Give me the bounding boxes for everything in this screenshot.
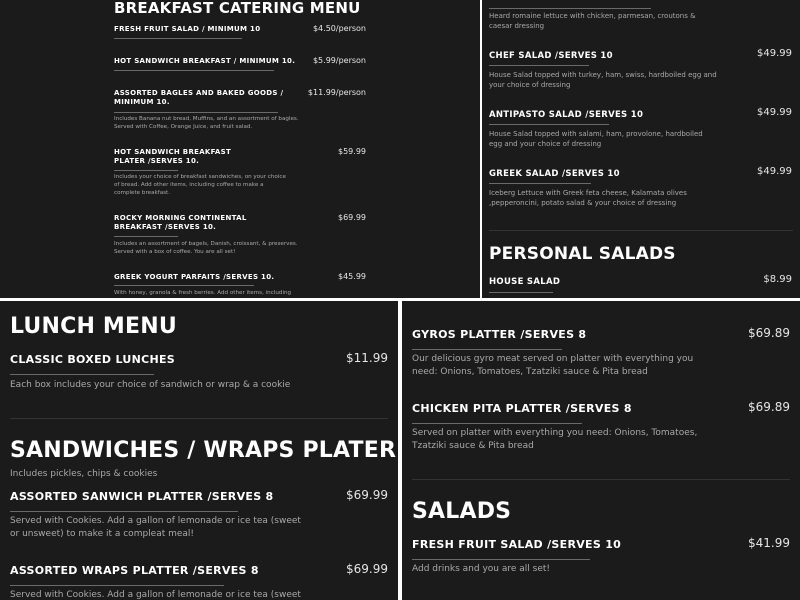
- salads-panel: [482, 0, 800, 298]
- menu-item-description: Includes an assortment of bagels, Danish, croissant, & preserves. Served with a box of coffee. You are all set!: [114, 241, 298, 256]
- item-underline: [489, 65, 589, 66]
- item-underline: [489, 183, 591, 184]
- menu-item-description: Our delicious gyro meat served on platter with everything you need: Onions, Tomatoes, Tzatziki sauce & Pita bread: [412, 354, 694, 378]
- item-underline: [114, 38, 242, 39]
- menu-item-name: HOUSE SALAD: [489, 277, 561, 287]
- item-underline: [412, 559, 590, 560]
- item-underline: [10, 374, 154, 375]
- sandwiches-title: SANDWICHES / WRAPS PLATER: [10, 438, 397, 463]
- menu-item-price: $49.99: [757, 166, 792, 177]
- menu-item-price: $45.99: [338, 272, 366, 281]
- item-underline: [10, 511, 238, 512]
- menu-item-description: Served with Cookies. Add a gallon of lemonade or ice tea (sweet: [10, 590, 301, 600]
- menu-item-name: CHEF SALAD /SERVES 10: [489, 51, 613, 61]
- lunch-title: LUNCH MENU: [10, 314, 177, 339]
- menu-item-price: $41.99: [748, 536, 790, 550]
- item-underline: [10, 585, 224, 586]
- menu-item-name: HOT SANDWICH BREAKFAST PLATER /SERVES 10.: [114, 148, 232, 166]
- menu-item-description: With honey, granola & fresh berries. Add other items, including: [114, 290, 292, 296]
- menu-item-description: Served with Cookies. Add a gallon of lemonade or ice tea (sweet or unsweet) to make it a compleat meal!: [10, 516, 301, 540]
- item-underline: [412, 423, 582, 424]
- item-underline: [114, 112, 278, 113]
- breakfast-title: BREAKFAST CATERING MENU: [114, 0, 361, 17]
- section-divider: [10, 418, 388, 419]
- menu-item-price: $69.89: [748, 326, 790, 340]
- menu-item-name: ANTIPASTO SALAD /SERVES 10: [489, 110, 644, 120]
- menu-item-name: GYROS PLATTER /SERVES 8: [412, 328, 587, 341]
- platters-panel: [402, 301, 800, 600]
- item-underline: [114, 285, 254, 286]
- menu-item-price: $49.99: [757, 107, 792, 118]
- salads-title: SALADS: [412, 499, 512, 524]
- item-underline: [114, 70, 274, 71]
- menu-item-description: House Salad topped with salami, ham, provolone, hardboiled egg and your choice of dressing: [489, 130, 703, 149]
- menu-item-name: GREEK YOGURT PARFAITS /SERVES 10.: [114, 273, 275, 281]
- menu-item-description: Iceberg Lettuce with Greek feta cheese, Kalamata olives ,pepperoncini, potato salad & your choice of dressing: [489, 189, 687, 208]
- menu-item-name: CHICKEN PITA PLATTER /SERVES 8: [412, 402, 632, 415]
- menu-item-name: ASSORTED BAGLES AND BAKED GOODS / MINIMUM 10.: [114, 89, 284, 107]
- menu-item-name: CLASSIC BOXED LUNCHES: [10, 353, 176, 366]
- menu-item-description: Served on platter with everything you need: Onions, Tomatoes, Tzatziki sauce & Pita bread: [412, 428, 698, 452]
- item-underline: [114, 170, 178, 171]
- menu-item-price: $5.99/person: [312, 56, 366, 65]
- menu-item-price: $69.89: [748, 400, 790, 414]
- menu-item-name: HOT SANDWICH BREAKFAST / MINIMUM 10.: [114, 57, 296, 65]
- menu-item-price: $11.99: [346, 351, 388, 365]
- item-underline: [114, 236, 178, 237]
- menu-item-name: FRESH FRUIT SALAD / MINIMUM 10: [114, 25, 261, 33]
- breakfast-menu-panel: [0, 0, 480, 298]
- menu-item-price: $69.99: [338, 213, 366, 222]
- menu-item-description: Each box includes your choice of sandwich or wrap & a cookie: [10, 380, 291, 390]
- menu-item-description: Add drinks and you are all set!: [412, 564, 551, 574]
- item-underline: [489, 124, 609, 125]
- menu-item-price: $8.99: [763, 274, 792, 285]
- menu-item-price: $49.99: [757, 48, 792, 59]
- menu-item-price: $69.99: [346, 488, 388, 502]
- menu-item-name: ASSORTED SANWICH PLATTER /SERVES 8: [10, 490, 274, 503]
- menu-item-description: House Salad topped with turkey, ham, swiss, hardboiled egg and your choice of dressing: [489, 71, 717, 90]
- menu-item-name: GREEK SALAD /SERVES 10: [489, 169, 620, 179]
- section-divider: [412, 479, 790, 480]
- lunch-menu-panel: [0, 301, 398, 600]
- menu-item-name: ASSORTED WRAPS PLATTER /SERVES 8: [10, 564, 259, 577]
- personal-salads-title: PERSONAL SALADS: [489, 244, 676, 264]
- menu-item-price: $4.50/person: [312, 24, 366, 33]
- menu-item-description: Includes Banana nut bread, Muffins, and an assortment of bagles. Served with Coffee, Orange Juice, and fruit salad.: [114, 116, 299, 131]
- section-divider: [489, 230, 793, 231]
- menu-item-name: ROCKY MORNING CONTINENTAL BREAKFAST /SERVES 10.: [114, 214, 247, 232]
- menu-item-description: Heard romaine lettuce with chicken, parmesan, croutons & caesar dressing: [489, 12, 696, 31]
- sandwiches-note: Includes pickles, chips & cookies: [10, 469, 158, 479]
- menu-item-price: $69.99: [346, 562, 388, 576]
- menu-item-price: $11.99/person: [307, 88, 366, 97]
- item-underline: [489, 8, 651, 9]
- item-underline: [489, 292, 553, 293]
- menu-item-description: Includes your choice of breakfast sandwiches, on your choice of bread. Add other items, including coffee to make a complete breakfast.: [114, 174, 286, 197]
- menu-item-name: FRESH FRUIT SALAD /SERVES 10: [412, 538, 622, 551]
- menu-item-price: $59.99: [338, 147, 366, 156]
- item-underline: [412, 349, 562, 350]
